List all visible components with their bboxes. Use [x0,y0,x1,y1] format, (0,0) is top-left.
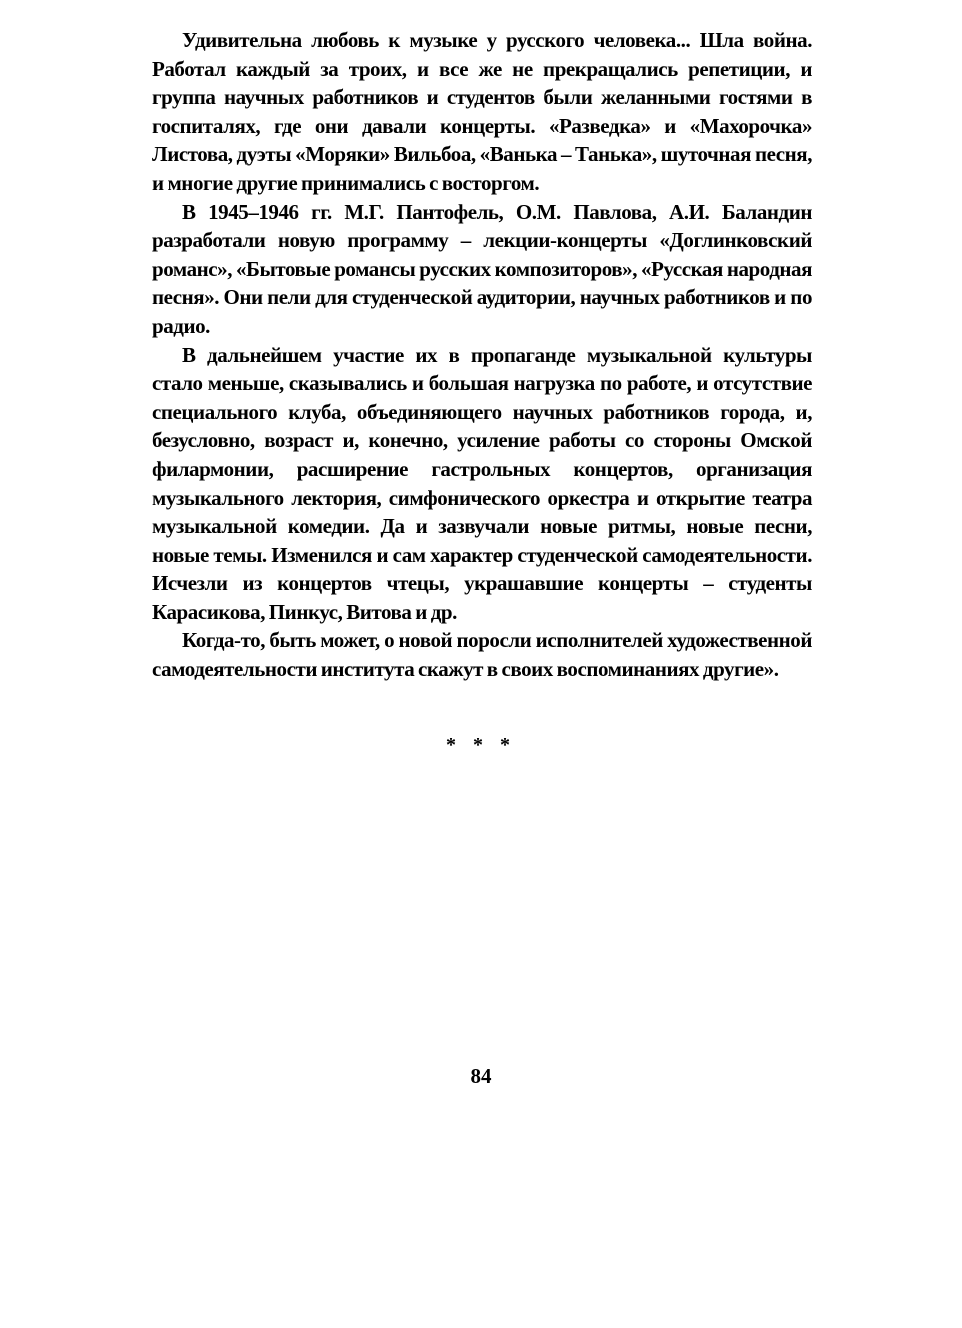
section-separator: * * * [446,734,516,756]
paragraph-2: В 1945–1946 гг. М.Г. Пантофель, О.М. Павлова, А.И. Баландин разработали новую программу – лекции-концерты «Доглинковский романс», «Бытовые романсы русских композиторов», «Русская народная песня». Они пели для студенческой аудитории, научных работников и по радио. [152,199,812,338]
page-number: 84 [470,1064,492,1088]
paragraph-4: Когда-то, быть может, о новой поросли исполнителей художественной самодеятельности института скажут в своих воспоминаниях другие». [152,628,812,682]
paragraph-3: В дальнейшем участие их в пропаганде музыкальной культуры стало меньше, сказывались и большая нагрузка по работе, и отсутствие специального клуба, объединяющего научных работников города, и, безусловно, возраст и, конечно, усиление работы со стороны Омской филармонии, расширение гастрольных концертов, организация музыкального лектория, симфонического оркестра и открытие театра музыкальной комедии. Да и зазвучали новые ритмы, новые песни, новые темы. Изменился и сам характер студенческой самодеятельности. Исчезли из концертов чтецы, украшавшие концерты – студенты Карасикова, Пинкус, Витова и др. [152,342,812,624]
paragraph-1: Удивительна любовь к музыке у русского человека... Шла война. Работал каждый за троих, и все же не прекращались репетиции, и группа научных работников и студентов были желанными гостями в госпиталях, где они давали концерты. «Разведка» и «Махорочка» Листова, дуэты «Моряки» Вильбоа, «Ванька – Танька», шуточная песня, и многие другие принимались с восторгом. [152,28,812,195]
page-body [152,26,812,684]
